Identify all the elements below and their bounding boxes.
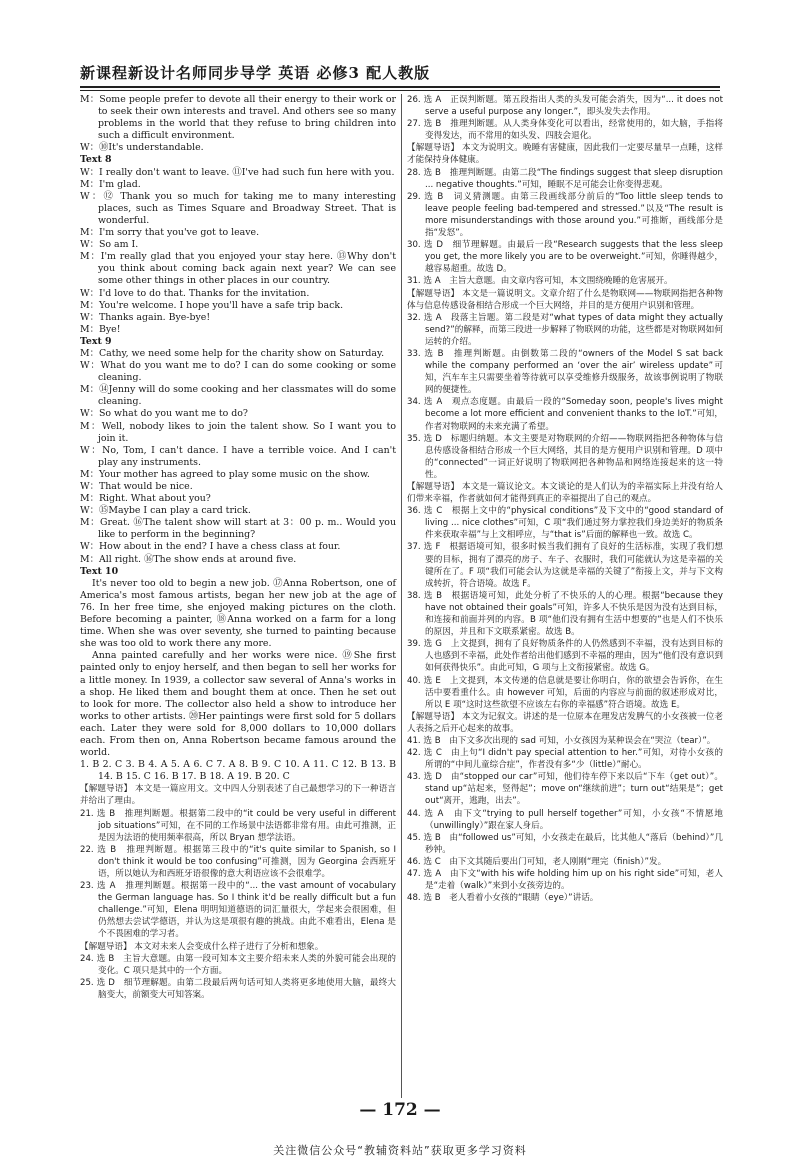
right-paragraph: 39. 选 G 上文提到，拥有了良好物质条件的人仍然感到不幸福，没有达到目标的人也感到不幸福，此处作者给出他们感到不幸福的理由，因为“他们没有意识到如何获得快乐”。由此可知，G 项与上文衔接紧密。故选 G。 [407, 639, 723, 674]
left-paragraph: Text 9 [80, 335, 112, 347]
left-paragraph: Anna painted carefully and her works were nice. ⑲She first painted only to enjoy herself, and then began to sell her works for a little money. In 1939, a collector saw several of Anna's works in a shop. He liked them and bought them at once. Then he set out to look for more. The collector also held a show to introduce her works to other artists. ⑳Her paintings were first sold for 5 dollars each. Later they were sold for 8,000 dollars to 10,000 dollars each. From then on, Anna Robertson became famous around the world. [80, 650, 396, 759]
left-paragraph: W：⑩It's understandable. [80, 142, 204, 154]
footer-notice: 关注微信公众号“教辅资料站”获取更多学习资料 [273, 1144, 527, 1157]
right-paragraph: 37. 选 F 根据语境可知，很多时候当我们拥有了良好的生活标准，实现了我们想要的目标，拥有了漂亮的房子、车子、衣服时，我们可能就认为这是幸福的关键所在了。F 项“我们可能会认为这就是幸福的关键了”衔接上文，并与下文构成转折，符合语境。故选 F。 [407, 542, 723, 589]
left-paragraph: 23. 选 A 推理判断题。根据第一段中的“... the vast amount of vocabulary the German language has. So I think it'd be really difficult but a fun challenge.”可知，Elena 明明知道德语的词汇量很大，学起来会很困难，但仍然想去尝试学德语，并认为这是项很有趣的挑战。由此不难看出，Elena 是个不畏困难的学习者。 [80, 881, 396, 940]
right-paragraph: 28. 选 B 推理判断题。由第二段“The findings suggest that sleep disruption ... negative thoughts.”可知，睡眠不足可能会让你变得悲观。 [407, 167, 723, 190]
right-paragraph: 40. 选 E 上文提到，本文传递的信息就是要让你明白，你的欲望会告诉你，在生活中要看重什么。由 however 可知，后面的内容应与前面的叙述形成对比，所以 E 项“这时这些欲望不应该左右你的幸福感”符合语境。故选 E。 [407, 675, 723, 710]
left-paragraph: W：I'd love to do that. Thanks for the invitation. [80, 287, 310, 299]
right-paragraph: 29. 选 B 词义猜测题。由第三段画线部分前后的“Too little sleep tends to leave people feeling bad-tempered and stressed.”以及“The result is more misunderstandings with those around you.”可推断，画线部分是指“发怒”。 [407, 191, 723, 239]
left-paragraph: W：So am I. [80, 239, 139, 251]
right-paragraph: 35. 选 D 标题归纳题。本文主要是对物联网的介绍——物联网指把各种物体与信息传感设备相结合形成一个巨大网络，其目的是方便用户识别和管理。D 项中的“connected”一词正好说明了物联网把各种物品和网络连接起来的这一特性。 [407, 433, 723, 480]
left-paragraph: W：⑮Maybe I can play a card trick. [80, 505, 251, 517]
right-paragraph: 【解题导语】 本文为记叙文。讲述的是一位原本在理发店发脾气的小女孩被一位老人表扬之后开心起来的故事。 [407, 711, 723, 734]
right-paragraph: 【解题导语】 本文是一篇说明文。文章介绍了什么是物联网——物联网指把各种物体与信息传感设备相结合形成一个巨大网络，并目的是方便用户识别和管理。 [407, 288, 723, 311]
left-paragraph: 21. 选 B 推理判断题。根据第二段中的“it could be very useful in different job situations”可知，在不同的工作场景中法语都非常有用。由此可推测，正是因为法语的使用频率很高，所以 Bryan 想学法语。 [80, 808, 396, 843]
left-paragraph: W：No, Tom, I can't dance. I have a terrible voice. And I can't play any instruments. [80, 444, 396, 468]
left-paragraph: 【解题导语】 本文对未来人会变成什么样子进行了分析和想象。 [80, 941, 324, 952]
left-paragraph: M：Well, nobody likes to join the talent show. So I want you to join it. [80, 420, 396, 444]
right-paragraph: 【解题导语】 本文为说明文。晚睡有害健康，因此我们一定要尽量早一点睡，这样才能保持身体健康。 [407, 143, 723, 166]
left-paragraph: 【解题导语】 本文是一篇应用文。文中四人分别表述了自己最想学习的下一种语言并给出了理由。 [80, 784, 396, 807]
left-paragraph: M：⑭Jenny will do some cooking and her classmates will do some cleaning. [80, 384, 396, 408]
right-paragraph: 26. 选 A 正误判断题。第五段指出人类的头发可能会消失，因为“... it does not serve a useful purpose any longer.”，即头发失去作用。 [407, 95, 723, 118]
header-rule-thin [80, 90, 720, 91]
right-paragraph: 41. 选 B 由下文多次出现的 sad 可知，小女孩因为某种误会在“哭泣（tear）”。 [407, 735, 716, 746]
left-paragraph: M：Some people prefer to devote all their energy to their work or to seek their own interests and travel. And others see so many problems in the world that they refuse to bring children into such a difficult environment. [80, 94, 396, 142]
left-paragraph: It's never too old to begin a new job. ⑰Anna Robertson, one of America's most famous artists, began her new job at the age of 76. In her free time, she enjoyed making pictures on the cloth. Before becoming a painter, ⑱Anna worked on a farm for a long time. When she was over seventy, she turned to painting because she was too old to work there any more. [80, 577, 396, 650]
left-paragraph: W：So what do you want me to do? [80, 408, 248, 420]
left-paragraph: W：What do you want me to do? I can do some cooking or some cleaning. [80, 360, 396, 384]
right-paragraph: 42. 选 C 由上句“I didn't pay special attention to her.”可知，对待小女孩的所谓的“中间儿童综合症”，作者没有多“少（little）”耐心。 [407, 748, 723, 771]
left-paragraph: M：Bye! [80, 323, 121, 335]
left-paragraph: 24. 选 B 主旨大意题。由第一段可知本文主要介绍未来人类的外貌可能会出现的变化。C 项只是其中的一个方面。 [80, 953, 396, 976]
left-paragraph: M：I'm sorry that you've got to leave. [80, 227, 260, 239]
left-paragraph: M：Great. ⑯The talent show will start at 3：00 p. m.. Would you like to perform in the beginning? [80, 517, 396, 541]
left-paragraph: W：I really don't want to leave. ⑪I've had such fun here with you. [80, 166, 395, 178]
left-paragraph: W：⑫ Thank you so much for taking me to many interesting places, such as Times Square and Broadway Street. That is wonderful. [80, 190, 396, 226]
right-paragraph: 44. 选 A 由下文“trying to pull herself together”可知，小女孩“不情愿地（unwillingly）”跟在家人身后。 [407, 808, 723, 831]
left-paragraph: M：I'm really glad that you enjoyed your stay here. ⑬Why don't you think about coming back again next year? We can see some other things in other places in our country. [80, 251, 396, 287]
left-paragraph: M：Your mother has agreed to play some music on the show. [80, 468, 370, 480]
right-column [407, 94, 723, 904]
left-paragraph: M：I'm glad. [80, 178, 141, 190]
right-paragraph: 【解题导语】 本文是一篇议论文。本文谈论的是人们认为的幸福实际上并没有给人们带来幸福，作者就如何才能得到真正的幸福提出了自己的观点。 [407, 482, 723, 505]
right-paragraph: 31. 选 A 主旨大意题。由文章内容可知，本文围绕晚睡的危害展开。 [407, 276, 673, 287]
right-paragraph: 27. 选 B 推理判断题。从人类身体变化可以看出，经常使用的，如大脑，手指将变得发达，而不常用的如头发、四肢会退化。 [407, 119, 723, 142]
left-paragraph: M：You're welcome. I hope you'll have a safe trip back. [80, 299, 344, 311]
left-paragraph: M：Cathy, we need some help for the charity show on Saturday. [80, 347, 385, 359]
right-paragraph: 32. 选 A 段落主旨题。第二段是对“what types of data might they actually send?”的解释，而第三段进一步解释了物联网的功能，这些都是对物联网如何运转的介绍。 [407, 312, 723, 347]
left-paragraph: W：Thanks again. Bye-bye! [80, 311, 211, 323]
left-paragraph: M：Right. What about you? [80, 493, 211, 505]
page-number: — 172 — [359, 1100, 441, 1120]
left-paragraph: Text 10 [80, 565, 119, 577]
right-paragraph: 33. 选 B 推理判断题。由倒数第二段的“owners of the Model S sat back while the company performed an ‘over the air’ wireless update”可知，汽车车主只需要坐着等待就可以享受维修升级服务，故该事例说明了物联网的便捷性。 [407, 348, 723, 396]
right-paragraph: 45. 选 B 由“followed us”可知，小女孩走在最后，比其他人“落后（behind）”几秒钟。 [407, 832, 723, 855]
left-paragraph: W：How about in the end? I have a chess class at four. [80, 541, 341, 553]
running-header: 新课程新设计名师同步导学 英语 必修3 配人教版 [80, 64, 431, 82]
right-paragraph: 43. 选 D 由“stopped our car”可知，他们待车停下来以后“下车（get out）”。stand up“站起来，竖得起”；move on“继续前进”；turn out“结果是”；get out“离开，逃跑，出去”。 [407, 772, 723, 807]
left-paragraph: Text 8 [80, 154, 112, 166]
left-paragraph: 25. 选 D 细节理解题。由第二段最后两句话可知人类将更多地使用大脑，最终大脑变大，前额变大可知答案。 [80, 977, 396, 1000]
right-paragraph: 34. 选 A 观点态度题。由最后一段的“Someday soon, people's lives might become a lot more efficient and convenient thanks to the IoT.”可知，作者对物联网的未来充满了希望。 [407, 397, 723, 432]
right-paragraph: 30. 选 D 细节理解题。由最后一段“Research suggests that the less sleep you get, the more likely you are to be overweight.”可知，你睡得越少，越容易超重。故选 D。 [407, 240, 723, 275]
left-paragraph: M：All right. ⑯The show ends at around five. [80, 553, 297, 565]
right-paragraph: 47. 选 A 由下文“with his wife holding him up on his right side”可知，老人是“走着（walk）”来到小女孩旁边的。 [407, 869, 723, 892]
left-paragraph: 22. 选 B 推理判断题。根据第三段中的“it's quite similar to Spanish, so I don't think it would be too confusing”可推测，因为 Georgina 会西班牙语，所以她认为和西班牙语很像的意大利语应该不会很难学。 [80, 844, 396, 879]
column-divider [401, 94, 402, 1098]
right-paragraph: 48. 选 B 老人看着小女孩的“眼睛（eye）”讲话。 [407, 893, 599, 904]
right-paragraph: 46. 选 C 由下文其随后要出门可知，老人刚刚“理完（finish）”发。 [407, 856, 667, 867]
left-paragraph: W：That would be nice. [80, 481, 193, 492]
left-paragraph: 1. B 2. C 3. B 4. A 5. A 6. C 7. A 8. B 9. C 10. A 11. C 12. B 13. B 14. B 15. C 16. B 17. B 18. A 19. B 20. C [80, 759, 396, 783]
left-column [80, 94, 396, 1001]
header-rule [80, 86, 720, 88]
right-paragraph: 36. 选 C 根据上文中的“physical conditions”及下文中的“good standard of living ... nice clothes”可知，C 项“我们通过努力掌控我们身边美好的物质条件来获取幸福”与上文相呼应，与“that is”后面的解释也一致。故选 C。 [407, 506, 723, 541]
right-paragraph: 38. 选 B 根据语境可知，此处分析了不快乐的人的心理。根据“because they have not obtained their goals”可知，许多人不快乐是因为没有达到目标，和连接和前面并列的内容。B 项“他们没有拥有生活中想要的”也是人们不快乐的原因，并且和下文联系紧密。故选 B。 [407, 590, 723, 638]
